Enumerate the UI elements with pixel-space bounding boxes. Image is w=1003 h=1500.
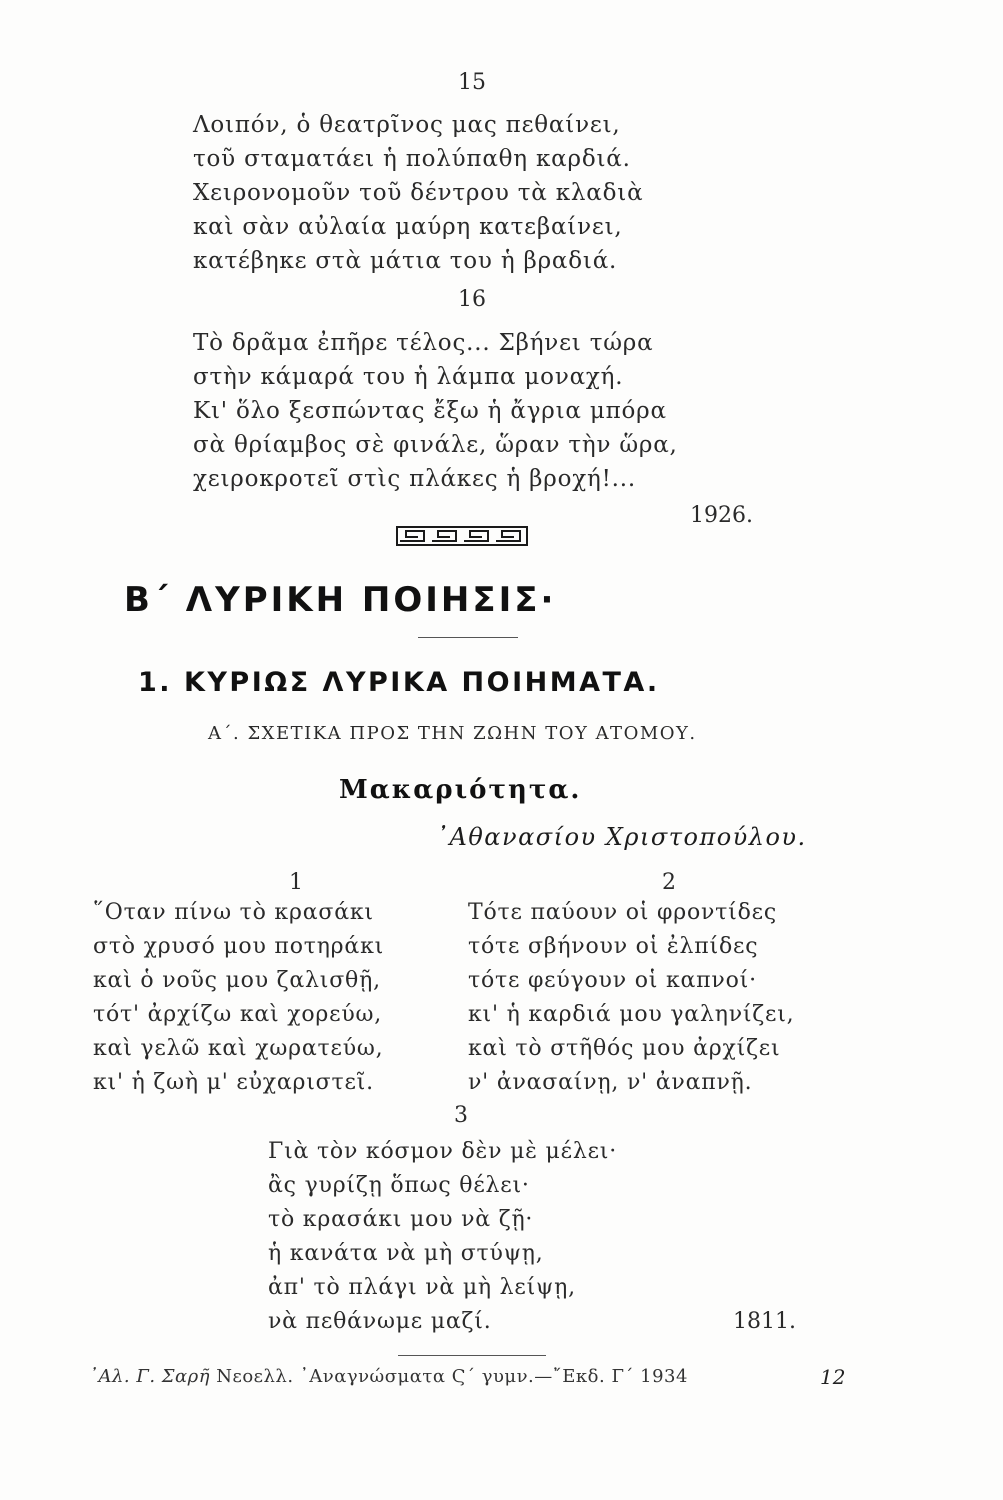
verse-line: ἡ κανάτα νὰ μὴ στύψῃ,: [268, 1241, 544, 1266]
verse-line: Τότε παύουν οἱ φροντίδες: [468, 900, 777, 925]
stanza-number: 15: [458, 70, 486, 95]
verse-line: τοῦ σταματάει ἡ πολύπαθη καρδιά.: [193, 146, 631, 172]
stanza-15: [193, 112, 693, 282]
subsection-title: 1. ΚΥΡΙΩΣ ΛΥΡΙΚΑ ΠΟΙΗΜΑΤΑ.: [138, 667, 660, 698]
verse-line: καὶ ὁ νοῦς μου ζαλισθῇ,: [93, 968, 381, 993]
verse-line: σὰ θρίαμβος σὲ φινάλε, ὥραν τὴν ὥρα,: [193, 432, 678, 458]
verse-line: κι' ἡ καρδιά μου γαληνίζει,: [468, 1002, 795, 1027]
verse-line: ν' ἀνασαίνῃ, ν' ἀναπνῇ.: [468, 1070, 753, 1095]
verse-line: χειροκροτεῖ στὶς πλάκες ἡ βροχή!...: [193, 466, 636, 492]
verse-line: τότε σβήνουν οἱ ἐλπίδες: [468, 934, 759, 959]
poem-stanza-1: [93, 900, 433, 1100]
section-divider: [418, 637, 518, 638]
page-number: 12: [820, 1365, 846, 1389]
verse-line: στὴν κάμαρά του ἡ λάμπα μοναχή.: [193, 364, 624, 390]
footer-author: ᾿Αλ. Γ. Σαρῆ: [89, 1366, 211, 1387]
footer-divider: [398, 1355, 546, 1356]
verse-line: Τὸ δρᾶμα ἐπῆρε τέλος... Σβήνει τώρα: [193, 330, 654, 356]
section-title: Β΄ ΛΥΡΙΚΗ ΠΟΙΗΣΙΣ·: [124, 580, 557, 620]
verse-line: καὶ γελῶ καὶ χωρατεύω,: [93, 1036, 384, 1061]
verse-line: ῞Οταν πίνω τὸ κρασάκι: [93, 900, 374, 925]
poem-stanza-2: [468, 900, 808, 1100]
verse-line: στὸ χρυσό μου ποτηράκι: [93, 934, 385, 959]
verse-line: ἀπ' τὸ πλάγι νὰ μὴ λείψῃ,: [268, 1275, 576, 1300]
verse-line: Κι' ὅλο ξεσπώντας ἔξω ἡ ἄγρια μπόρα: [193, 398, 667, 424]
verse-line: τότ' ἀρχίζω καὶ χορεύω,: [93, 1002, 383, 1027]
verse-line: καὶ τὸ στῆθός μου ἀρχίζει: [468, 1036, 781, 1061]
poem-stanza-3: [268, 1139, 668, 1344]
verse-line: καὶ σὰν αὐλαία μαύρη κατεβαίνει,: [193, 214, 623, 240]
stanza-number: 1: [289, 870, 303, 895]
verse-line: κι' ἡ ζωὴ μ' εὐχαριστεῖ.: [93, 1070, 374, 1095]
verse-line: Λοιπόν, ὁ θεατρῖνος μας πεθαίνει,: [193, 112, 621, 138]
verse-line: Γιὰ τὸν κόσμον δὲν μὲ μέλει·: [268, 1139, 618, 1164]
stanza-16: [193, 330, 693, 500]
verse-line: ἂς γυρίζῃ ὅπως θέλει·: [268, 1173, 530, 1198]
verse-line: νὰ πεθάνωμε μαζί.: [268, 1309, 492, 1334]
poem-year: 1926.: [690, 503, 753, 528]
stanza-number: 16: [458, 287, 486, 312]
verse-line: κατέβηκε στὰ μάτια του ἡ βραδιά.: [193, 248, 618, 274]
greek-key-ornament: [396, 525, 528, 547]
poem-author: ᾿Αθανασίου Χριστοπούλου.: [436, 823, 807, 851]
poem-year: 1811.: [733, 1309, 796, 1334]
poem-title: Μακαριότητα.: [339, 775, 582, 805]
verse-line: τὸ κρασάκι μου νὰ ζῇ·: [268, 1207, 534, 1232]
category-heading: Α΄. ΣΧΕΤΙΚΑ ΠΡΟΣ ΤΗΝ ΖΩΗΝ ΤΟΥ ΑΤΟΜΟΥ.: [208, 723, 697, 744]
footer-citation: [89, 1366, 688, 1387]
stanza-number: 3: [454, 1103, 468, 1128]
stanza-number: 2: [662, 870, 676, 895]
verse-line: τότε φεύγουν οἱ καπνοί·: [468, 968, 757, 993]
verse-line: Χειρονομοῦν τοῦ δέντρου τὰ κλαδιὰ: [193, 180, 644, 206]
footer-text: Νεοελλ. ᾿Αναγνώσματα Ϛ΄ γυμν.—῎Εκδ. Γ΄ 1934: [216, 1366, 688, 1387]
